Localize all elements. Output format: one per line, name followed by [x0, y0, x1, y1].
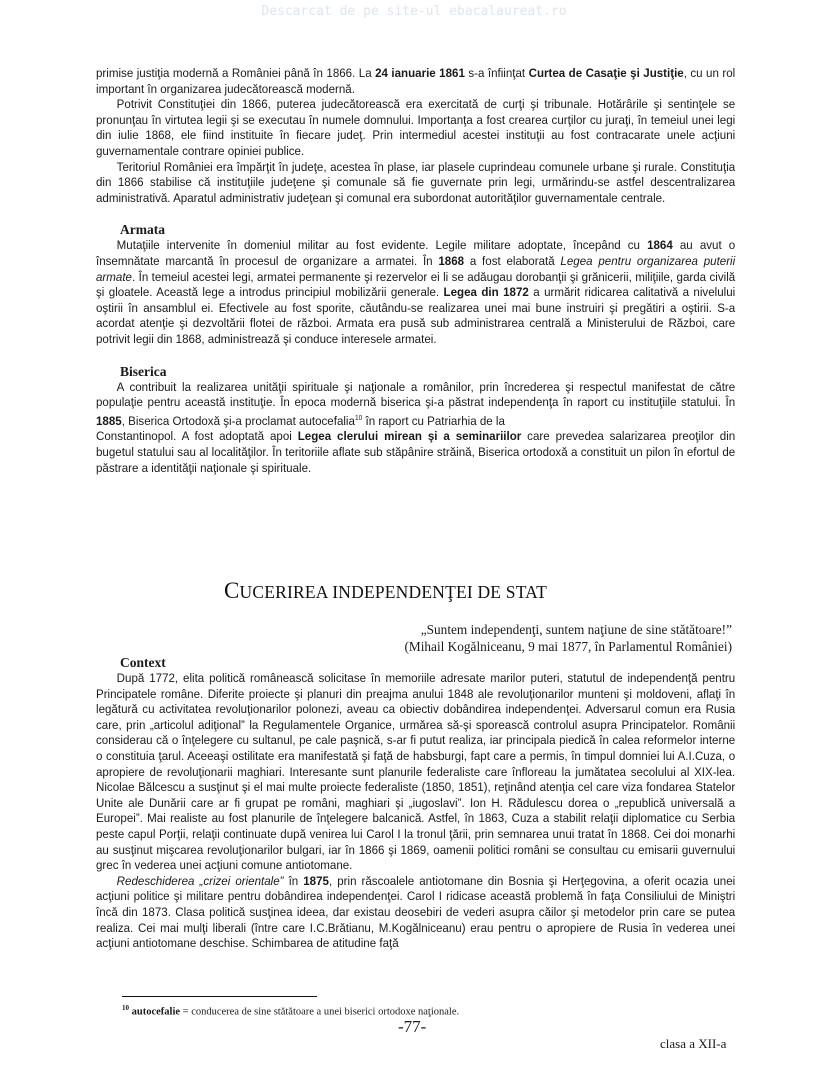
intro-paragraph-2: Potrivit Constituţiei din 1866, puterea judecătorească era exercitată de curţi şi tribunale. Hotărârile şi sentinţele se pronunţau în virtutea legii şi se executau în numele domnului. Importanţa a fost crearea curţilor cu juraţi, în temeiul unei legi din iulie 1868, ele fiind instituite în fiecare judeţ. Prin intermediul acestei instituţii au fost contracarate unele acţiuni guvernamentale contrare opiniei publice.	[96, 97, 736, 158]
quote-text: „Suntem independenţi, suntem naţiune de sine stătătoare!”	[420, 622, 732, 637]
armata-paragraph: Mutaţiile intervenite în domeniul militar au fost evidente. Legile militare adoptate, începând cu 1864 au avut o însemnătate marcantă în procesul de organizare a armatei. În 1868 a fost elaborată Legea pentru organizarea puterii armate. În temeiul acestei legi, armatei permanente şi rezervelor ei li se adăugau dorobanţii şi grănicerii, miliţiile, garda civilă şi gloatele. Această lege a introdus principiul mobilizării generale. Legea din 1872 a urmărit ridicarea calitativă a nivelului oştirii în ansamblul ei. Efectivele au fost sporite, căutându-se realizarea unei mai bune instruiri şi pregătiri a oştirii. S-a acordat atenţie şi dezvoltării flotei de război. Armata era pusă sub administrarea centrală a Ministerului de Război, care potrivit legii din 1868, administrează şi conduce interesele armatei.	[96, 238, 736, 346]
grade-label: clasa a XII-a	[660, 1036, 727, 1051]
page-body	[96, 66, 735, 476]
section-heading-context: Context	[120, 655, 166, 670]
intro-paragraph-3: Teritoriul României era împărţit în judeţe, acestea în plase, iar plasele cuprindeau comunele urbane şi rurale. Constituţia din 1866 stabilise că instituţiile judeţene şi comunale să fie guvernate prin legi, urmărindu-se astfel descentralizarea administrativă. Aparatul administrativ judeţean şi comunal era subordonat autorităţilor guvernamentale centrale.	[96, 159, 736, 205]
intro-paragraph-1: primise justiţia modernă a României până în 1866. La 24 ianuarie 1861 s-a înfiinţat Curtea de Casaţie şi Justiţie, cu un rol important în organizarea judecătorească modernă.	[96, 66, 736, 96]
footnote: $^{10}$ autocefalie = conducerea de sine stătătoare a unei biserici ortodoxe naţionale.	[122, 1004, 460, 1018]
biserica-paragraph: A contribuit la realizarea unităţii spirituale şi naţionale a românilor, prin încrederea şi respectul manifestat de către populaţie pentru această instituţie. În epoca modernă biserica şi-a păstrat independenţa în raport cu instituţiile statului. În 1885, Biserica Ortodoxă şi-a proclamat autocefalia$^{10}$ în raport cu Patriarhia de la	[96, 379, 736, 428]
context-paragraph-1: După 1772, elita politică românească solicitase în memoriile adresate marilor puteri, statutul de independenţă pentru Principatele române. Diferite proiecte şi planuri din preajma anului 1848 ale revoluţionarilor munteni şi moldoveni, aflaţi în legătură cu activitatea revoluţionarilor polonezi, aveau ca obiectiv dobândirea independenţei. Adversarul comun era Rusia care, prin „articolul adiţional” la Regulamentele Organice, urmărea să-şi sporească controlul asupra Principatelor. Românii considerau că o înţelegere cu sultanul, pe cale paşnică, s-ar fi putut realiza, iar principala piedică în calea reformelor interne o constituia ţarul. Aceeaşi ostilitate era manifestată şi faţă de habsburgi, fapt care a permis, în timpul domniei lui A.I.Cuza, o apropiere de revoluţionarii maghiari. Interesante sunt planurile federaliste care înfloreau la jumătatea secolului al XIX-lea. Nicolae Bălcescu a susţinut şi el mai multe proiecte federaliste (1850, 1851), reţinând atenţia cel care viza fondarea Statelor Unite ale Dunării care ar fi grupat pe români, maghiari şi „iugoslavi”. Ion H. Rădulescu dorea o „republică universală a Europei”. Mai realiste au fost planurile de înţelegere balcanică. Astfel, în 1863, Cuza a stabilit relaţii diplomatice cu Serbia peste capul Porţii, relaţii continuate după venirea lui Carol I la tronul ţării, prin semnarea unui tratat în 1868. Cei doi monarhi au susţinut mişcarea revoluţionarilor bulgari, iar în 1866 şi 1869, oamenii politici români se consultau cu emisarii guvernului grec în vederea unei acţiuni comune antiotomane.	[96, 671, 736, 873]
page-number: -77-	[398, 1017, 427, 1036]
section-heading-biserica: Biserica	[120, 363, 167, 379]
watermark: Descarcat de pe site-ul ebacalaureat.ro	[261, 4, 567, 19]
footnote-divider	[122, 996, 317, 997]
quote-attribution: (Mihail Kogălniceanu, 9 mai 1877, în Parlamentul României)	[404, 639, 732, 654]
context-paragraph-2: Redeschiderea „crizei orientale” în 1875, prin răscoalele antiotomane din Bosnia şi Herţegovina, a oferit ocazia unei acţiuni politice şi militare pentru dobândirea independenţei. Carol I ridicase această problemă în faţa Consiliului de Miniştri încă din 1873. Clasa politică susţinea ideea, dar existau deosebiri de vederi asupra căilor şi metodelor prin care se putea realiza. Cei mai mulţi liberali (între care I.C.Brătianu, M.Kogălniceanu) erau pentru o apropiere de Rusia în vederea unei acţiuni antiotomane deschise. Schimbarea de atitudine faţă	[96, 873, 736, 951]
biserica-paragraph-cont: Constantinopol. A fost adoptată apoi Legea clerului mirean şi a seminariilor care prevedea salarizarea preoţilor din bugetul statului sau al localităţilor. În teritoriile aflate sub stăpânire străină, Biserica ortodoxă a constituit un pilon în efortul de păstrare a identităţii naţionale şi spirituale.	[96, 429, 736, 475]
context-section	[96, 655, 735, 952]
chapter-title: CUCERIREA INDEPENDENŢEI DE STAT	[224, 578, 547, 603]
epigraph-quote	[404, 621, 732, 655]
footnote-reference: 10	[354, 414, 363, 422]
section-heading-armata: Armata	[120, 222, 165, 238]
